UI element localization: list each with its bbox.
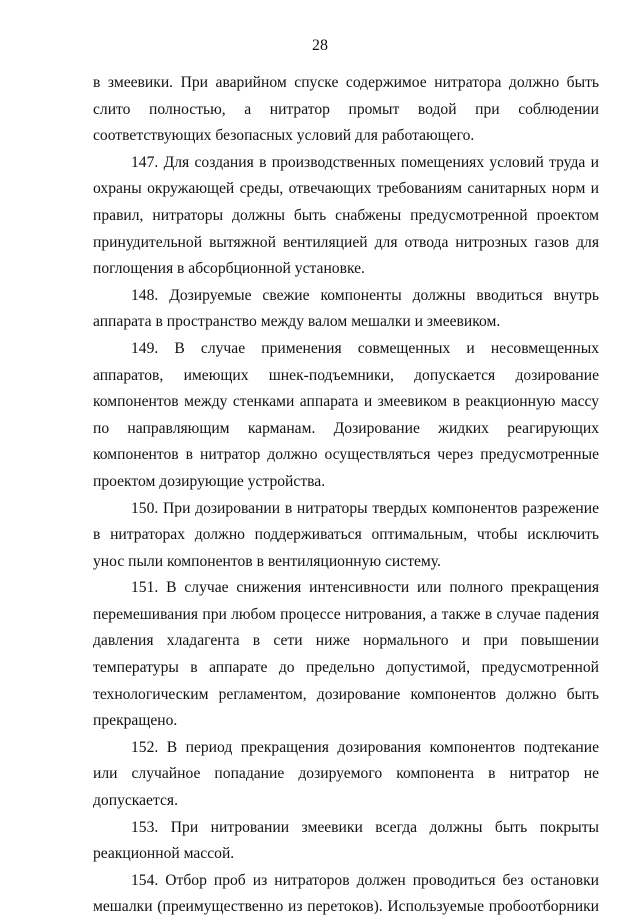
paragraph-continuation: в змеевики. При аварийном спуске содержимое нитратора должно быть слито полностью, а нитратор промыт водой при соблюдении соответствующих безопасных условий для работающего. [93, 74, 599, 145]
paragraph-148: 148. Дозируемые свежие компоненты должны вводиться внутрь аппарата в пространство между валом мешалки и змеевиком. [93, 286, 599, 331]
paragraph-149: 149. В случае применения совмещенных и несовмещенных аппаратов, имеющих шнек-подъемники, допускается дозирование компонентов между стенками аппарата и змеевиком в реакционную массу по направляющим карманам. Дозирование жидких реагирующих компонентов в нитратор должно осуществляться через предусмотренные проектом дозирующие устройства. [93, 339, 599, 490]
paragraph-147: 147. Для создания в производственных помещениях условий труда и охраны окружающей среды, отвечающих требованиям санитарных норм и правил, нитраторы должны быть снабжены предусмотренной проектом принудительной вытяжной вентиляцией для отвода нитрозных газов для поглощения в абсорбционной установке. [93, 153, 599, 278]
paragraph-150: 150. При дозировании в нитраторы твердых компонентов разрежение в нитраторах должно поддерживаться оптимальным, чтобы исключить унос пыли компонентов в вентиляционную систему. [93, 499, 599, 570]
body-text [93, 70, 599, 921]
page-number: 28 [312, 37, 328, 54]
paragraph-152: 152. В период прекращения дозирования компонентов подтекание или случайное попадание дозируемого компонента в нитратор не допускается. [93, 738, 599, 810]
paragraph-151: 151. В случае снижения интенсивности или полного прекращения перемешивания при любом процессе нитрования, а также в случае падения давления хладагента в сети ниже нормального и при повышении температуры в аппарате до предельно допустимой, предусмотренной технологическим регламентом, дозирование компонентов должно быть прекращено. [93, 579, 599, 730]
paragraph-153: 153. При нитровании змеевики всегда должны быть покрыты реакционной массой. [93, 818, 599, 863]
paragraph-154: 154. Отбор проб из нитраторов должен проводиться без остановки мешалки (преимущественно из перетоков). Используемые пробоотборники [93, 871, 599, 916]
